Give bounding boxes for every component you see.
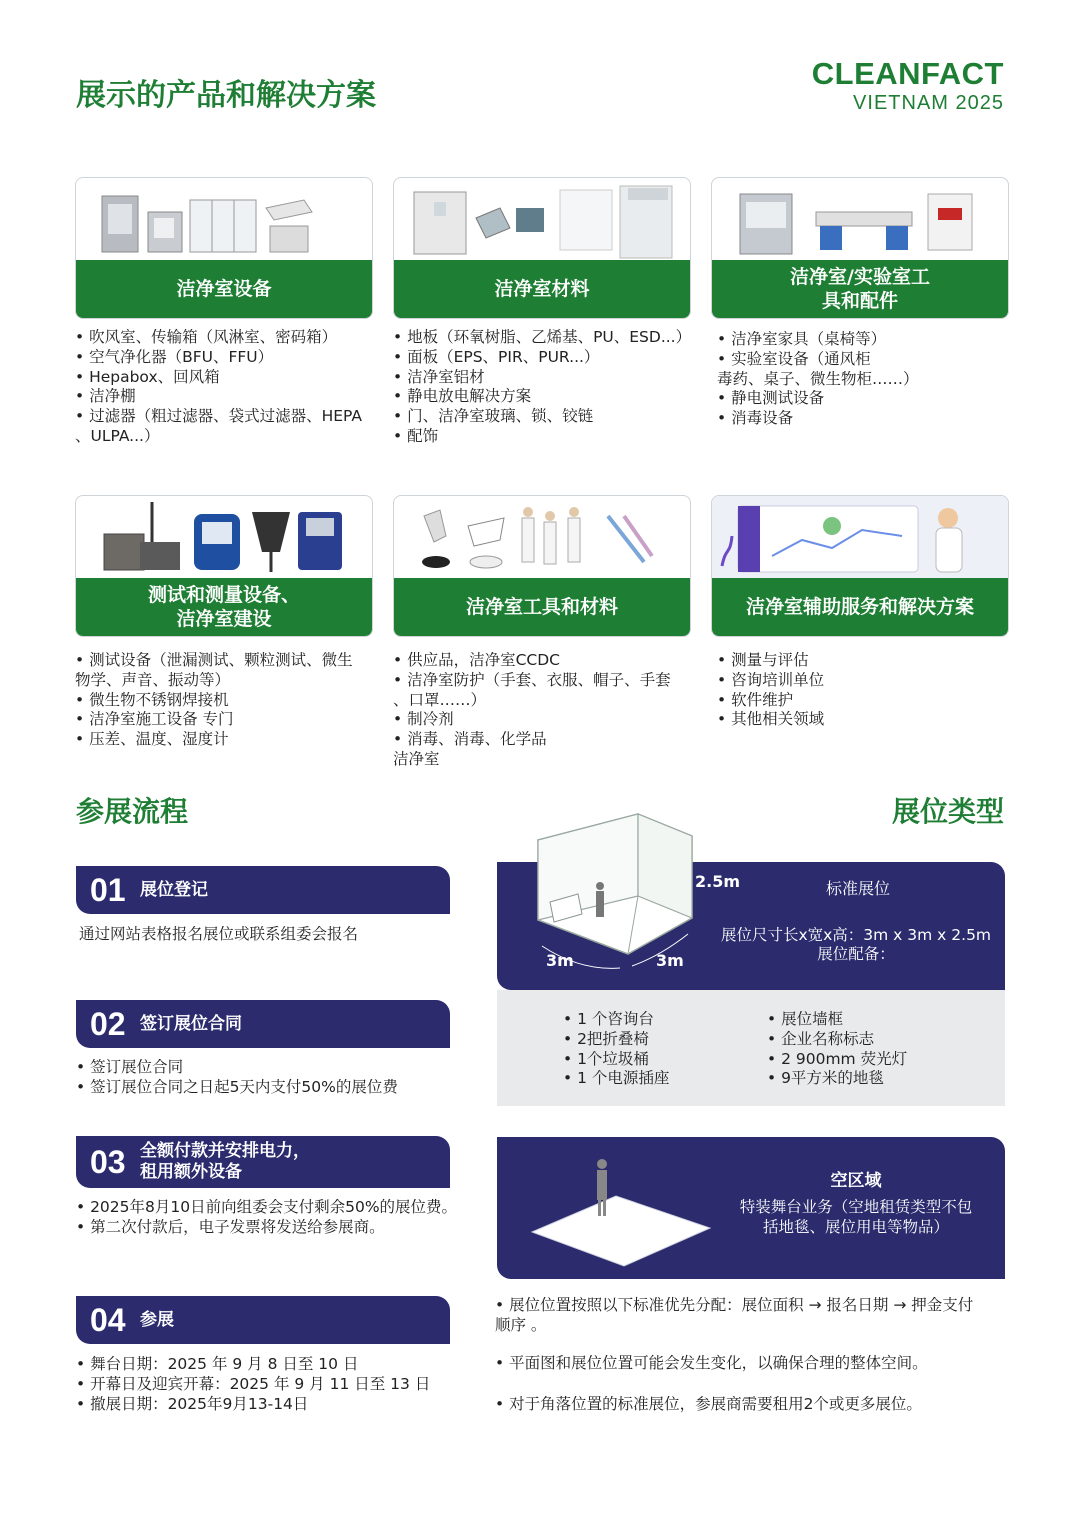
list-item: • 测量与评估 — [717, 651, 809, 669]
space-only-desc — [724, 1198, 988, 1237]
category-list-equipment — [75, 328, 362, 447]
category-title — [712, 260, 1008, 318]
list-item: 洁净室 — [393, 749, 440, 768]
list-item: • 消毒、消毒、化学品 — [393, 730, 547, 749]
equip-item: • 1 个电源插座 — [563, 1069, 670, 1088]
step-label: 签订展位合同 — [140, 1013, 242, 1034]
category-list-testing — [75, 651, 353, 750]
logo-line2: VIETNAM 2025 — [853, 92, 1004, 114]
step-number: 02 — [90, 1005, 126, 1042]
step-line: • 签订展位合同 — [76, 1058, 184, 1076]
lab-image — [712, 178, 1008, 260]
list-item: • 消毒设备 — [717, 409, 794, 428]
equip-item: • 1个垃圾桶 — [563, 1049, 649, 1068]
list-item: • 测试设备（泄漏测试、颗粒测试、微生 — [75, 651, 353, 669]
list-item: • 实验室设备（通风柜 — [717, 349, 871, 368]
step-header-03 — [76, 1136, 450, 1188]
step-label — [140, 1141, 310, 1183]
list-item: • 静电测试设备 — [717, 389, 825, 408]
step-text-04 — [76, 1355, 430, 1414]
list-item: • 洁净室施工设备 专门 — [75, 710, 234, 729]
list-item: • 微生物不锈钢焊接机 — [75, 690, 229, 709]
category-card-equipment — [75, 177, 373, 319]
list-item: 、口罩……） — [393, 690, 487, 709]
list-item: • 静电放电解决方案 — [393, 387, 532, 406]
category-title: 洁净室材料 — [394, 260, 690, 318]
note-line: • 平面图和展位位置可能会发生变化，以确保合理的整体空间。 — [495, 1353, 928, 1372]
category-card-tools — [393, 495, 691, 637]
list-item: • 门、洁净室玻璃、锁、铰链 — [393, 407, 594, 426]
note-line: • 对于角落位置的标准展位，参展商需要租用2个或更多展位。 — [495, 1395, 922, 1414]
booth-height-label: 2.5m — [695, 872, 741, 891]
list-item: • 面板（EPS、PIR、PUR...） — [393, 347, 600, 366]
category-title-line2: 具和配件 — [821, 290, 898, 312]
category-list-services — [717, 651, 824, 730]
category-title: 洁净室设备 — [76, 260, 372, 318]
booth-equipment-left — [563, 1010, 669, 1089]
category-card-materials — [393, 177, 691, 319]
category-title: 洁净室工具和材料 — [394, 578, 690, 636]
category-card-testing — [75, 495, 373, 637]
equip-item: • 企业名称标志 — [767, 1029, 875, 1048]
category-title-line1: 测试和测量设备、 — [147, 584, 300, 606]
step-number: 04 — [90, 1301, 126, 1338]
space-desc-line: 特装舞台业务（空地租赁类型不包 — [739, 1198, 973, 1216]
step-line: • 2025年8月10日前向组委会支付剩余50%的展位费。 — [76, 1198, 458, 1216]
list-item: • 软件维护 — [717, 690, 794, 709]
equip-item: • 2把折叠椅 — [563, 1029, 649, 1048]
booth-depth-label: 3m — [656, 951, 684, 970]
space-only-name: 空区域 — [830, 1171, 882, 1191]
list-item: • 空气净化器（BFU、FFU） — [75, 347, 274, 366]
materials-image — [394, 178, 690, 260]
step-line: • 撤展日期：2025年9月13-14日 — [76, 1394, 309, 1413]
booth-title: 展位类型 — [891, 795, 1004, 828]
step-text-01 — [79, 925, 358, 945]
booth-width-label: 3m — [546, 951, 574, 970]
step-line: • 第二次付款后，电子发票将发送给参展商。 — [76, 1217, 385, 1236]
testing-image — [76, 496, 372, 578]
list-item: • 其他相关领域 — [717, 710, 825, 729]
equip-item: • 展位墙框 — [767, 1010, 844, 1028]
step-number: 01 — [90, 871, 126, 908]
list-item: • Hepabox、回风箱 — [75, 367, 220, 386]
step-label: 展位登记 — [140, 879, 208, 900]
equip-item: • 9平方米的地毯 — [767, 1069, 884, 1088]
standard-booth-size — [718, 926, 994, 964]
booth-notes — [495, 1296, 973, 1415]
booth-equip-line: 展位配备： — [817, 945, 895, 963]
step-header-02 — [76, 1000, 450, 1048]
process-title: 参展流程 — [76, 795, 189, 828]
standard-booth-name: 标准展位 — [825, 879, 890, 898]
list-item: • 吹风室、传输箱（风淋室、密码箱） — [75, 328, 338, 346]
list-item: • 地板（环氧树脂、乙烯基、PU、ESD...） — [393, 328, 692, 346]
logo-line1: CLEANFACT — [811, 56, 1004, 91]
step-header-01 — [76, 866, 450, 914]
cleanfact-logo — [812, 56, 1004, 115]
step-line: • 舞台日期：2025 年 9 月 8 日至 10 日 — [76, 1355, 359, 1373]
booth-size-line: 展位尺寸长x宽x高：3m x 3m x 2.5m — [720, 926, 992, 944]
step-text-03 — [76, 1198, 457, 1238]
list-item: • 洁净室铝材 — [393, 367, 485, 386]
category-title: 洁净室辅助服务和解决方案 — [712, 578, 1008, 636]
step-label-line2: 租用额外设备 — [140, 1162, 242, 1182]
page-title: 展示的产品和解决方案 — [76, 78, 376, 113]
category-list-tools — [393, 651, 671, 770]
list-item: 物学、声音、振动等） — [75, 670, 231, 689]
step-label: 参展 — [140, 1309, 174, 1330]
step-line: 通过网站表格报名展位或联系组委会报名 — [79, 925, 359, 943]
list-item: • 咨询培训单位 — [717, 670, 825, 689]
note-line: • 展位位置按照以下标准优先分配：展位面积 → 报名日期 → 押金支付 — [495, 1296, 974, 1314]
step-header-04 — [76, 1296, 450, 1344]
list-item: • 供应品，洁净室CCDC — [393, 651, 560, 669]
tools-image — [394, 496, 690, 578]
category-card-services — [711, 495, 1009, 637]
step-line: • 签订展位合同之日起5天内支付50%的展位费 — [76, 1077, 398, 1096]
space-only-illustration — [526, 1150, 726, 1270]
category-title — [76, 578, 372, 636]
category-list-lab-tools — [717, 330, 919, 429]
equip-item: • 1 个咨询台 — [563, 1010, 654, 1028]
category-list-materials — [393, 328, 691, 447]
category-title-line1: 洁净室/实验室工 — [790, 266, 930, 288]
category-title-line2: 洁净室建设 — [176, 608, 272, 630]
list-item: • 洁净棚 — [75, 387, 136, 406]
space-desc-line: 括地毯、展位用电等物品） — [762, 1217, 949, 1236]
list-item: 、ULPA...） — [75, 426, 160, 445]
booth-equipment-right — [767, 1010, 907, 1089]
services-image — [712, 496, 1008, 578]
step-line: • 开幕日及迎宾开幕：2025 年 9 月 11 日至 13 日 — [76, 1374, 431, 1393]
list-item: 毒药、桌子、微生物柜……） — [717, 369, 919, 388]
list-item: • 洁净室防护（手套、衣服、帽子、手套 — [393, 670, 671, 689]
step-label-line1: 全额付款并安排电力， — [140, 1141, 310, 1161]
equip-item: • 2 900mm 荧光灯 — [767, 1049, 908, 1068]
category-card-lab-tools — [711, 177, 1009, 319]
list-item: • 过滤器（粗过滤器、袋式过滤器、HEPA — [75, 407, 362, 426]
equipment-image — [76, 178, 372, 260]
step-number: 03 — [90, 1143, 126, 1180]
list-item: • 配饰 — [393, 426, 439, 445]
list-item: • 压差、温度、湿度计 — [75, 730, 229, 749]
list-item: • 洁净室家具（桌椅等） — [717, 330, 887, 348]
step-text-02 — [76, 1058, 398, 1098]
list-item: • 制冷剂 — [393, 710, 454, 729]
note-line: 顺序 。 — [495, 1315, 547, 1334]
